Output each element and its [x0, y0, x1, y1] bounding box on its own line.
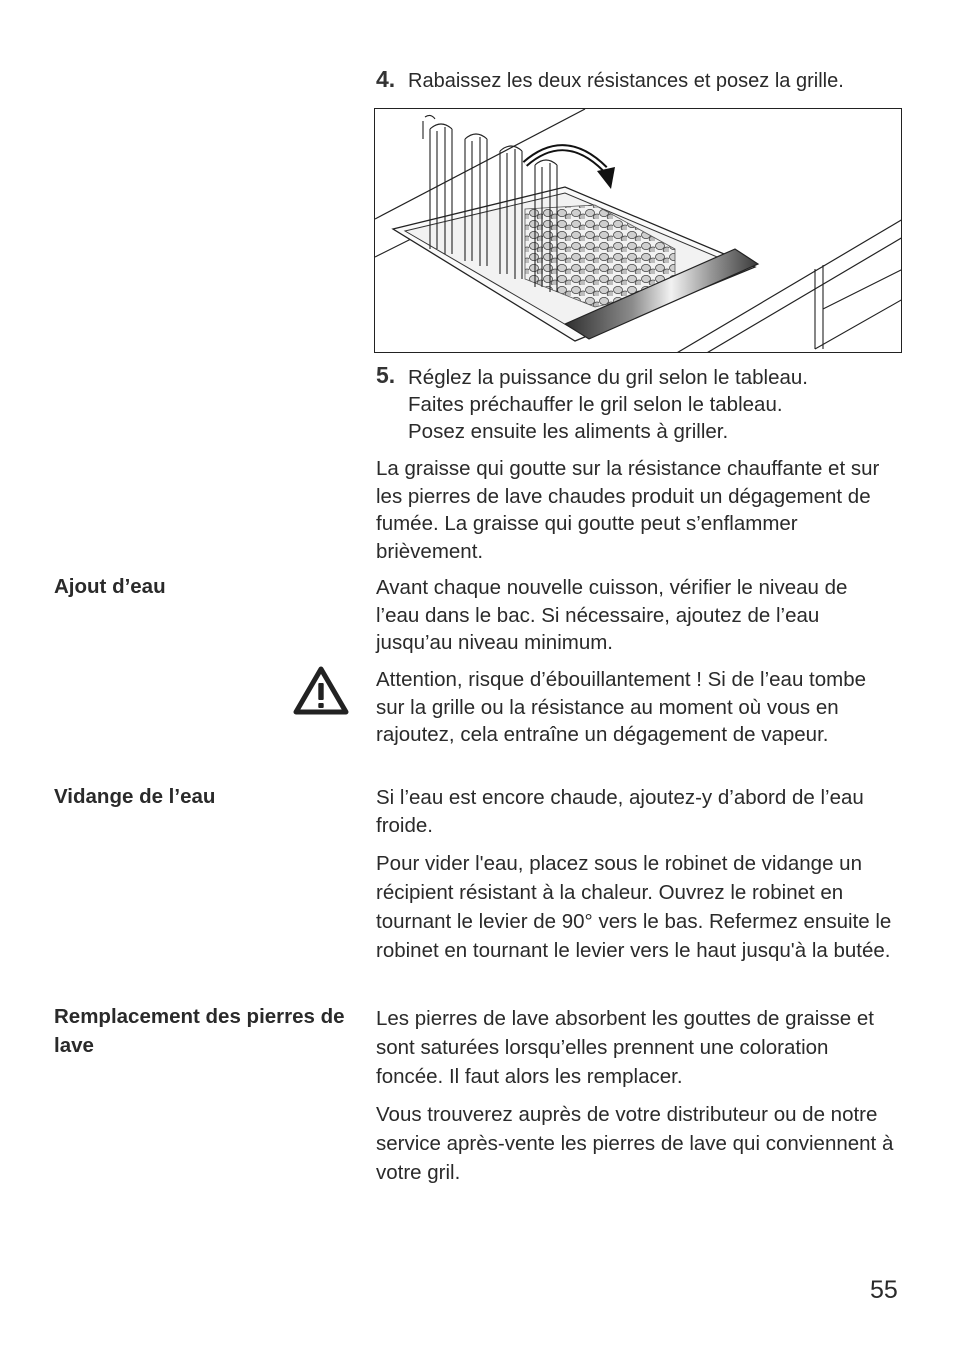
grill-illustration	[374, 108, 902, 353]
warning-triangle-icon	[292, 664, 350, 716]
section-heading-ajout: Ajout d’eau	[54, 575, 166, 598]
vidange-text-1: Si l’eau est encore chaude, ajoutez-y d’abord de l’eau froide.	[376, 786, 864, 837]
ajout-text: Avant chaque nouvelle cuisson, vérifier le niveau de l’eau dans le bac. Si nécessaire, ajoutez de l’eau jusqu’au niveau minimum.	[376, 576, 848, 654]
remplacement-text-1: Les pierres de lave absorbent les gouttes de graisse et sont saturées lorsqu’elles prennent une coloration foncée. Il faut alors les remplacer.	[376, 1007, 874, 1088]
step-5-line-3: Posez ensuite les aliments à griller.	[408, 420, 729, 443]
step-5-number: 5.	[376, 362, 396, 388]
section-heading-vidange: Vidange de l’eau	[54, 785, 216, 808]
section-heading-remplacement: Remplacement des pierres de lave	[54, 1005, 345, 1057]
grill-heating-element-illustration	[375, 109, 902, 353]
step-4-text: Rabaissez les deux résistances et posez la grille.	[408, 70, 844, 92]
page-number: 55	[870, 1276, 898, 1304]
step-5-line-2: Faites préchauffer le gril selon le tableau.	[408, 393, 783, 416]
grease-note: La graisse qui goutte sur la résistance chauffante et sur les pierres de lave chaudes produit un dégagement de fumée. La graisse qui goutte peut s’enflammer brièvement.	[376, 457, 880, 563]
vidange-text-2: Pour vider l'eau, placez sous le robinet de vidange un récipient résistant à la chaleur. Ouvrez le robinet en tournant le levier de 90° vers le bas. Refermez ensuite le robinet en tournant le levier vers le haut jusqu'à la butée.	[376, 852, 892, 962]
remplacement-text-2: Vous trouverez auprès de votre distributeur ou de notre service après-vente les pierres de lave qui conviennent à votre gril.	[376, 1103, 894, 1184]
step-5-line-1: Réglez la puissance du gril selon le tableau.	[408, 366, 809, 389]
ajout-warning: Attention, risque d’ébouillantement ! Si de l’eau tombe sur la grille ou la résistance au moment où vous en rajoutez, cela entraîne un dégagement de vapeur.	[376, 668, 867, 746]
step-4-number: 4.	[376, 66, 396, 92]
